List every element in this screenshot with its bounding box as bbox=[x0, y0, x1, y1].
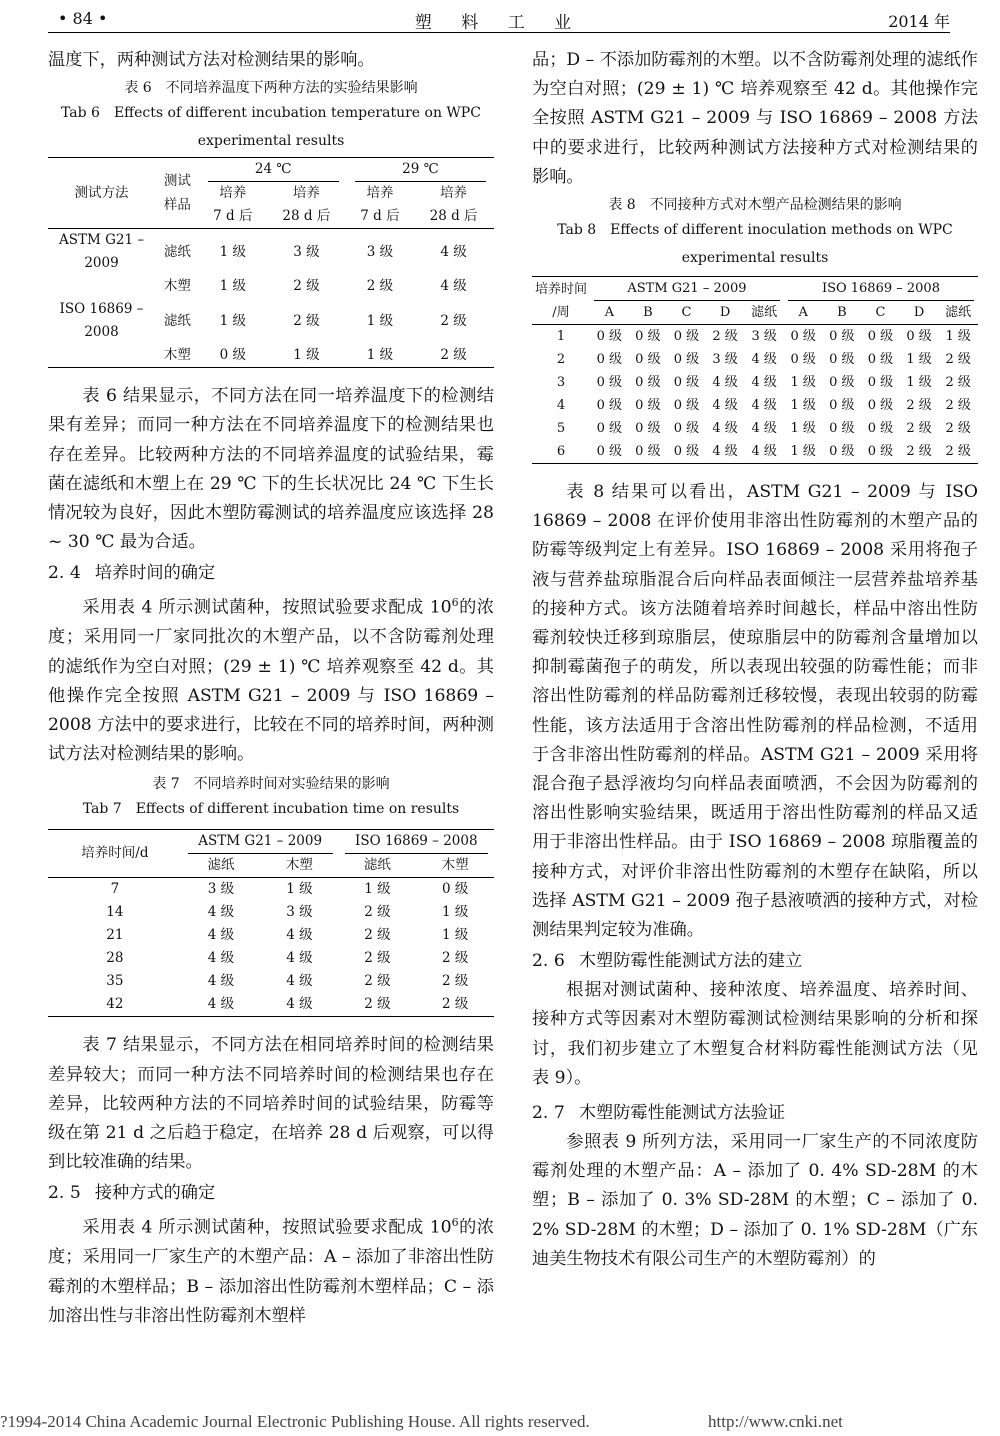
table-cell: 0 级 bbox=[673, 398, 700, 414]
table-cell: 0 级 bbox=[673, 421, 700, 437]
table-row bbox=[48, 229, 494, 276]
table-cell: 4 级 bbox=[207, 973, 235, 990]
table8-header-astm: ASTM G21 – 2009 bbox=[590, 277, 784, 302]
table8-header-week: /周 bbox=[532, 301, 590, 325]
table-cell: 0 级 bbox=[829, 375, 855, 391]
table-cell: 0 级 bbox=[596, 444, 622, 460]
table-cell: 0 级 bbox=[596, 398, 622, 414]
table-cell: 木塑 bbox=[163, 278, 191, 295]
table-row bbox=[48, 993, 494, 1017]
table-cell: 4 级 bbox=[207, 996, 235, 1013]
table-cell: 0 级 bbox=[673, 352, 700, 368]
copyright-notice: ?1994-2014 China Academic Journal Electronic Publishing House. All rights reserved. bbox=[0, 1412, 590, 1431]
table-cell: 0 级 bbox=[867, 352, 894, 368]
table6-header-7d: 7 d 后 bbox=[200, 205, 266, 229]
table-cell: 0 级 bbox=[867, 329, 894, 345]
table-cell: 2 级 bbox=[293, 312, 320, 329]
paragraph: 参照表 9 所列方法，采用同一厂家生产的不同浓度防霉剂处理的木塑产品：A – 添加了 0. 4% SD-28M 的木塑；B – 添加了 0. 3% SD-28M 的木塑；C – 添加了 0. 2% SD-28M 的木塑；D – 添加了 0. 1% SD-28M（广东迪美生物技术有限公司生产的木塑防霉剂）的 bbox=[532, 1132, 978, 1269]
table-cell: 0 级 bbox=[635, 329, 661, 345]
table-cell: 5 bbox=[556, 421, 566, 437]
table-cell: 2 级 bbox=[712, 329, 738, 345]
table-cell: 4 级 bbox=[207, 950, 235, 967]
table-cell: 2 级 bbox=[441, 996, 469, 1013]
table-cell: 2 级 bbox=[440, 347, 467, 364]
table-cell: 0 级 bbox=[596, 352, 622, 368]
table-cell: 4 级 bbox=[712, 375, 738, 391]
table-cell: 滤纸 bbox=[163, 312, 191, 329]
table-cell: 0 级 bbox=[673, 375, 700, 391]
table-cell: 1 级 bbox=[293, 347, 320, 364]
table-row bbox=[48, 947, 494, 970]
table-row bbox=[532, 417, 978, 440]
table-cell: 1 级 bbox=[906, 352, 932, 368]
table-cell: 0 级 bbox=[596, 421, 622, 437]
table-cell: 3 级 bbox=[712, 352, 738, 368]
table-row bbox=[48, 298, 494, 344]
table-cell: 1 级 bbox=[441, 927, 469, 944]
table-cell: 0 级 bbox=[867, 421, 894, 437]
table-cell: 1 bbox=[556, 329, 566, 345]
table-cell: 2 级 bbox=[441, 950, 469, 967]
table-cell: 4 级 bbox=[207, 927, 235, 944]
table7-caption-cn: 表 7 不同培养时间对实验结果的影响 bbox=[152, 776, 390, 793]
table7-header-wpc: 木塑 bbox=[260, 854, 338, 878]
table-cell: 1 级 bbox=[790, 375, 816, 391]
table-cell: 2 级 bbox=[364, 904, 391, 921]
table-cell: 2 级 bbox=[293, 278, 320, 295]
table-cell: 2 级 bbox=[906, 421, 932, 437]
table-cell: ISO 16869 – 2008 bbox=[59, 301, 144, 341]
table-cell: 0 级 bbox=[635, 352, 661, 368]
paragraph: 温度下，两种测试方法对检测结果的影响。 bbox=[48, 50, 375, 70]
section-heading: 2. 7 木塑防霉性能测试方法验证 bbox=[532, 1103, 786, 1124]
section-heading: 2. 5 接种方式的确定 bbox=[48, 1183, 216, 1204]
table-cell: 0 级 bbox=[867, 375, 894, 391]
table-cell: 1 级 bbox=[286, 881, 313, 898]
table-cell: 3 级 bbox=[286, 904, 313, 921]
paragraph: 表 7 结果显示，不同方法在相同培养时间的检测结果差异较大；而同一种方法不同培养时间的检测结果也存在差异，比较两种方法的不同培养时间的试验结果，防霉等级在第 21 d 之后趋于稳定，在培养 28 d 后观察，可以得到比较准确的结果。 bbox=[48, 1035, 494, 1173]
page-header bbox=[48, 6, 950, 34]
table-cell: 0 级 bbox=[829, 329, 855, 345]
table-cell: 4 级 bbox=[286, 927, 313, 944]
table-cell: 0 级 bbox=[829, 398, 855, 414]
table-cell: 4 级 bbox=[440, 243, 467, 260]
table-cell: 0 级 bbox=[596, 375, 622, 391]
table-cell: 4 bbox=[556, 398, 566, 414]
table7-header-time: 培养时间/d bbox=[48, 830, 182, 878]
table-cell: 0 级 bbox=[673, 329, 700, 345]
table6-header-incubate: 培养 bbox=[292, 185, 320, 202]
section-heading: 2. 4 培养时间的确定 bbox=[48, 563, 216, 584]
table8-header-col: 滤纸 bbox=[744, 301, 784, 325]
table-cell: 4 级 bbox=[751, 421, 777, 437]
table-cell: 0 级 bbox=[906, 329, 932, 345]
table-cell: 3 级 bbox=[366, 243, 394, 260]
table-cell: 0 级 bbox=[867, 444, 894, 460]
table6-header-28d: 28 d 后 bbox=[413, 205, 494, 229]
table6 bbox=[48, 157, 494, 368]
table-cell: 3 级 bbox=[751, 329, 777, 345]
table-cell: 4 级 bbox=[712, 421, 738, 437]
table-cell: 4 级 bbox=[286, 996, 313, 1013]
table-cell: 0 级 bbox=[829, 421, 855, 437]
table-cell: 0 级 bbox=[829, 352, 855, 368]
table6-header-incubate: 培养 bbox=[366, 185, 394, 202]
table-cell: 4 级 bbox=[712, 398, 738, 414]
table-cell: 4 级 bbox=[751, 398, 777, 414]
table6-header-28d: 28 d 后 bbox=[266, 205, 347, 229]
table-cell: 1 级 bbox=[366, 312, 394, 329]
site-url: http://www.cnki.net bbox=[708, 1412, 843, 1431]
paragraph: 表 8 结果可以看出，ASTM G21 – 2009 与 ISO 16869 – 2008 在评价使用非溶出性防霉剂的木塑产品的防霉等级判定上有差异。ISO 16869 – 2008 采用将孢子液与营养盐琼脂混合后向样品表面倾注一层营养盐培养基的接种方式。该方法随着培养时间越长，样品中溶出性防霉剂较快迁移到琼脂层，使琼脂层中的防霉剂含量增加以抑制霉菌孢子的萌发，所以表现出较强的防霉性能；而非溶出性防霉剂的样品防霉剂迁移较慢，表现出较弱的防霉性能，该方法适用于含溶出性防霉剂的样品检测，不适用于含非溶出性防霉剂的样品。ASTM G21 – 2009 采用将混合孢子悬浮液均匀向样品表面喷洒，不会因为防霉剂的溶出性影响实验结果，既适用于溶出性防霉剂的样品又适用于非溶出性样品。由于 ISO 16869 – 2008 琼脂覆盖的接种方式，对评价非溶出性防霉剂的木塑存在缺陷，所以选择 ASTM G21 – 2009 孢子悬液喷洒的接种方式，对检测结果判定较为准确。 bbox=[532, 482, 978, 941]
table8-header-col: B bbox=[823, 301, 862, 325]
table-cell: 2 级 bbox=[945, 375, 971, 391]
left-column bbox=[48, 46, 494, 1331]
table-cell: 2 级 bbox=[945, 421, 971, 437]
table-cell: 0 级 bbox=[867, 398, 894, 414]
table-cell: 2 级 bbox=[364, 996, 391, 1013]
table-cell: 1 级 bbox=[790, 444, 816, 460]
table-cell: 3 级 bbox=[207, 881, 235, 898]
table8-header-col: C bbox=[861, 301, 900, 325]
table-cell: 滤纸 bbox=[163, 243, 191, 260]
table6-header-29c: 29 ℃ bbox=[347, 158, 494, 183]
table-cell: 1 级 bbox=[219, 278, 246, 295]
table8-header-time: 培养时间 bbox=[534, 281, 587, 297]
table6-header-incubate: 培养 bbox=[440, 185, 468, 202]
table-cell: 0 级 bbox=[635, 398, 661, 414]
table-cell: 0 级 bbox=[790, 329, 816, 345]
table8-caption-en: Tab 8 Effects of different inoculation methods on WPC bbox=[557, 222, 953, 239]
table-row bbox=[48, 970, 494, 993]
paragraph: 表 6 结果显示，不同方法在同一培养温度下的检测结果有差异；而同一种方法在不同培养温度下的检测结果也存在差异。比较两种方法的不同培养温度的试验结果，霉菌在滤纸和木塑上在 29 ℃ 下的生长状况比 24 ℃ 下生长情况较为良好，因此木塑防霉测试的培养温度应该选择 28 ~ 30 ℃ 最为合适。 bbox=[48, 386, 494, 553]
table8-header-col: 滤纸 bbox=[938, 301, 978, 325]
table-cell: 4 级 bbox=[286, 950, 313, 967]
table-cell: 2 级 bbox=[945, 352, 971, 368]
table-cell: 2 级 bbox=[906, 398, 932, 414]
table7-header-paper: 滤纸 bbox=[339, 854, 417, 878]
table8-caption-en-2: experimental results bbox=[681, 250, 829, 267]
table-cell: 1 级 bbox=[790, 398, 816, 414]
table-row bbox=[532, 371, 978, 394]
right-column bbox=[532, 46, 978, 1274]
table8-header-col: A bbox=[784, 301, 823, 325]
table-cell: 2 级 bbox=[441, 973, 469, 990]
table-cell: 1 级 bbox=[219, 243, 246, 260]
table7-header-iso: ISO 16869 – 2008 bbox=[339, 830, 494, 855]
table-cell: 7 bbox=[110, 881, 120, 898]
table-cell: 木塑 bbox=[163, 347, 191, 364]
table-cell: 0 级 bbox=[441, 881, 469, 898]
table7 bbox=[48, 829, 494, 1017]
table-cell: 0 级 bbox=[635, 421, 661, 437]
table-row bbox=[532, 394, 978, 417]
table-cell: 2 级 bbox=[945, 444, 971, 460]
table-cell: 2 级 bbox=[364, 927, 391, 944]
table8-header-col: B bbox=[629, 301, 668, 325]
table-cell: 1 级 bbox=[790, 421, 816, 437]
table-cell: 42 bbox=[106, 996, 124, 1013]
table-cell: 6 bbox=[556, 444, 566, 460]
table-cell: 1 级 bbox=[945, 329, 971, 345]
table-cell: 1 级 bbox=[906, 375, 932, 391]
table-cell: 14 bbox=[106, 904, 124, 921]
table-cell: 28 bbox=[106, 950, 124, 967]
journal-year: 2014 年 bbox=[888, 12, 950, 31]
table-cell: 2 级 bbox=[945, 398, 971, 414]
table7-caption-en: Tab 7 Effects of different incubation time on results bbox=[82, 801, 460, 818]
page-number: • 84 • bbox=[58, 9, 108, 28]
table-row bbox=[532, 440, 978, 464]
table-cell: 4 级 bbox=[751, 375, 777, 391]
table-cell: 0 级 bbox=[829, 444, 855, 460]
table-cell: 2 级 bbox=[364, 973, 391, 990]
table7-header-astm: ASTM G21 – 2009 bbox=[182, 830, 339, 855]
section-heading: 2. 6 木塑防霉性能测试方法的建立 bbox=[532, 951, 803, 972]
paragraph: 根据对测试菌种、接种浓度、培养温度、培养时间、接种方式等因素对木塑防霉测试检测结果影响的分析和探讨，我们初步建立了木塑复合材料防霉性能测试方法（见表 9）。 bbox=[532, 980, 978, 1088]
table8 bbox=[532, 276, 978, 464]
table-cell: 2 级 bbox=[364, 950, 391, 967]
table6-caption-cn: 表 6 不同培养温度下两种方法的实验结果影响 bbox=[124, 80, 418, 97]
table-cell: 4 级 bbox=[207, 904, 235, 921]
table-cell: 4 级 bbox=[712, 444, 738, 460]
paragraph: 品；D – 不添加防霉剂的木塑。以不含防霉剂处理的滤纸作为空白对照；(29 ± 1) ℃ 培养观察至 42 d。其他操作完全按照 ASTM G21 – 2009 与 ISO 16869 – 2008 方法中的要求进行，比较两种测试方法接种方式对检测结果的影响。 bbox=[532, 50, 978, 187]
table6-header-7d: 7 d 后 bbox=[347, 205, 413, 229]
table7-header-paper: 滤纸 bbox=[182, 854, 260, 878]
table-cell: 1 级 bbox=[366, 347, 394, 364]
table-cell: 0 级 bbox=[596, 329, 622, 345]
table-cell: 1 级 bbox=[219, 312, 246, 329]
table8-header-iso: ISO 16869 – 2008 bbox=[784, 277, 978, 302]
table-cell bbox=[48, 275, 155, 298]
table6-header-24c: 24 ℃ bbox=[200, 158, 347, 183]
table-row bbox=[48, 878, 494, 902]
table-row bbox=[48, 901, 494, 924]
table-cell: 2 级 bbox=[366, 278, 394, 295]
journal-name: 塑 料 工 业 bbox=[414, 13, 584, 33]
table7-header-wpc: 木塑 bbox=[416, 854, 494, 878]
table8-header-col: A bbox=[590, 301, 629, 325]
table-cell: 0 级 bbox=[635, 444, 661, 460]
table8-header-col: D bbox=[900, 301, 939, 325]
table-cell: 4 级 bbox=[440, 278, 467, 295]
table8-caption-cn: 表 8 不同接种方式对木塑产品检测结果的影响 bbox=[608, 197, 902, 214]
table-cell: 1 级 bbox=[441, 904, 469, 921]
table-cell: 21 bbox=[106, 927, 124, 944]
header-rule bbox=[48, 32, 950, 33]
table-cell: 2 级 bbox=[440, 312, 467, 329]
table-cell: 3 bbox=[556, 375, 566, 391]
table6-header-sample: 测试 样品 bbox=[155, 158, 200, 229]
paragraph: 采用表 4 所示测试菌种，按照试验要求配成 $10^6$的浓度；采用同一厂家同批次的木塑产品，以不含防霉剂处理的滤纸作为空白对照；(29 ± 1) ℃ 培养观察至 42 d。其他操作完全按照 ASTM G21 – 2009 与 ISO 16869 – 2008 方法中的要求进行，比较在不同的培养时间，两种测试方法对检测结果的影响。 bbox=[48, 596, 494, 765]
table-cell: 0 级 bbox=[635, 375, 661, 391]
table-cell: 2 级 bbox=[906, 444, 932, 460]
table8-header-col: D bbox=[706, 301, 745, 325]
table-cell bbox=[48, 344, 155, 368]
table-row bbox=[48, 275, 494, 298]
table-cell: 0 级 bbox=[219, 347, 246, 364]
table6-caption-en-2: experimental results bbox=[197, 133, 345, 150]
table-cell: 4 级 bbox=[751, 352, 777, 368]
table-cell: 4 级 bbox=[751, 444, 777, 460]
table-row bbox=[532, 348, 978, 371]
table-cell: 2 bbox=[556, 352, 566, 368]
table-cell: 0 级 bbox=[673, 444, 700, 460]
table-cell: 0 级 bbox=[790, 352, 816, 368]
table-row bbox=[532, 325, 978, 349]
table8-header-col: C bbox=[667, 301, 706, 325]
table6-caption-en: Tab 6 Effects of different incubation temperature on WPC bbox=[61, 105, 481, 122]
table6-header-incubate: 培养 bbox=[219, 185, 247, 202]
table-cell: 35 bbox=[106, 973, 124, 990]
table-cell: 3 级 bbox=[293, 243, 320, 260]
table-cell: 1 级 bbox=[364, 881, 391, 898]
table-cell: 4 级 bbox=[286, 973, 313, 990]
table-row bbox=[48, 924, 494, 947]
paragraph: 采用表 4 所示测试菌种，按照试验要求配成 $10^6$的浓度；采用同一厂家生产的木塑产品：A – 添加了非溶出性防霉剂的木塑样品；B – 添加溶出性防霉剂木塑样品；C – 添加溶出性与非溶出性防霉剂木塑样 bbox=[48, 1216, 494, 1326]
table-row bbox=[48, 344, 494, 368]
table6-header-method: 测试方法 bbox=[48, 158, 155, 229]
table-cell: ASTM G21 – 2009 bbox=[58, 232, 145, 272]
